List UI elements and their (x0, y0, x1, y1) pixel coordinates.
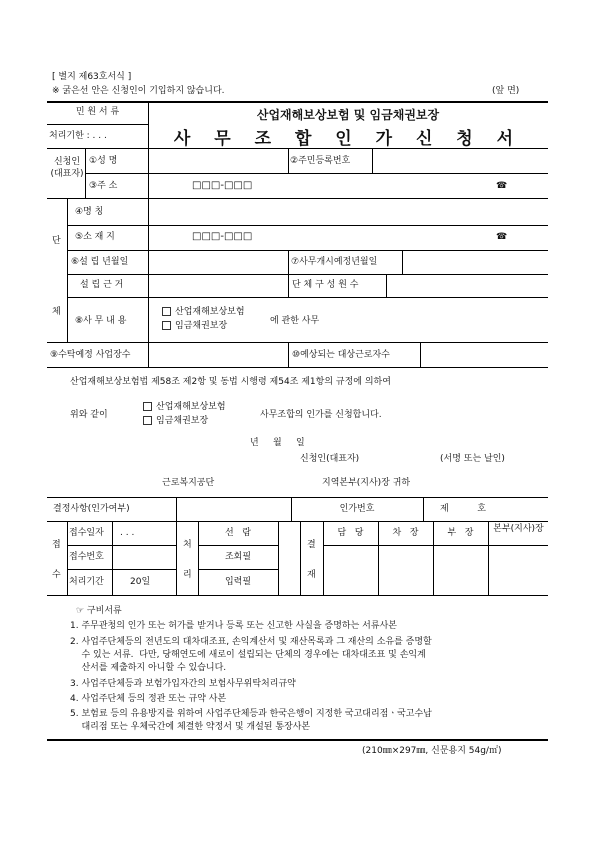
application-date[interactable]: 년 월 일 (250, 438, 305, 448)
workplaces-field[interactable] (150, 344, 286, 365)
est-date-label: ⑥설 립 년월일 (71, 257, 129, 267)
business-option-1[interactable]: 산업재해보상보험 (162, 307, 245, 318)
statement-legal-basis: 산업재해보상보험법 제58조 제2항 및 동법 시행령 제54조 제1항의 규정에 의하여 (70, 377, 391, 387)
est-date-field[interactable] (150, 252, 286, 272)
est-basis-label: 설 립 근 거 (80, 280, 124, 290)
checkbox-icon[interactable] (143, 416, 152, 425)
reception-label-top: 접 (52, 540, 61, 550)
form-note: ※ 굵은선 안은 신청인이 기입하지 않습니다. (52, 86, 225, 96)
statement-option-2[interactable]: 임금채권보장 (143, 416, 208, 427)
attachment-item: 4. 사업주단체 등의 정관 또는 규약 사본 (70, 694, 227, 704)
attachment-item: 2. 사업주단체등의 전년도의 대차대조표, 손익계산서 및 재산목록과 그 재산의 소유를 증명할 (70, 637, 432, 647)
workplaces-label: ⑨수탁예정 사업장수 (50, 350, 131, 360)
reception-date-value[interactable]: . . . (120, 528, 135, 538)
applicant-rrn-field[interactable] (374, 150, 546, 171)
form-subtitle: 산업재해보상보험 및 임금채권보장 (256, 108, 440, 122)
processing-period-label: 처리기간 (69, 577, 104, 587)
business-suffix: 에 관한 사무 (270, 316, 320, 326)
process-label-top: 처 (183, 540, 192, 550)
start-date-label: ⑦사무개시예정년월일 (291, 257, 378, 267)
deadline-label: 처리기한 : . . . (49, 131, 107, 141)
group-name-field[interactable] (150, 200, 546, 223)
signer-label: 신청인(대표자) (300, 454, 360, 464)
approver-staff: 담 당 (337, 528, 364, 538)
applicant-name-label: ①성 명 (89, 156, 118, 166)
step-inquiry: 조회필 (224, 552, 252, 562)
form-title: 사 무 조 합 인 가 신 청 서 (173, 129, 523, 149)
members-label: 단 체 구 성 원 수 (292, 280, 359, 290)
attachment-item: 5. 보험료 등의 유용방지를 위하여 사업주단체등과 한국은행이 지정한 국고대리점ㆍ국고수납 (70, 709, 432, 719)
phone-icon: ☎ (496, 232, 508, 242)
attachments-heading: ☞ 구비서류 (76, 606, 122, 616)
reception-no-label: 접수번호 (69, 552, 104, 562)
approval-label-bottom: 재 (307, 570, 316, 580)
phone-icon: ☎ (496, 181, 508, 191)
applicant-postcode-boxes[interactable]: □□□-□□□ (192, 180, 253, 191)
attachment-item: 1. 주무관청의 인가 또는 허가를 받거나 등록 또는 신고한 사실을 증명하는 서류사본 (70, 621, 397, 631)
attachment-item: 수 있는 서류. 다만, 당해연도에 새로이 설립되는 단체의 경우에는 대차대조표 및 손익계 (70, 650, 426, 660)
applicant-group-label: 신청인 (대표자) (50, 157, 84, 179)
decision-label: 결정사항(인가여부) (53, 504, 130, 514)
group-side-label-top: 단 (52, 236, 61, 246)
reception-label-bottom: 수 (52, 570, 61, 580)
approver-branch-head: 본부(지사)장 (493, 524, 544, 534)
applicant-address-label: ③주 소 (89, 181, 118, 191)
business-label: ⑧사 무 내 용 (75, 316, 127, 326)
approver-deputy: 차 장 (392, 528, 419, 538)
form-number: [ 별지 제63호서식 ] (52, 72, 132, 82)
doc-type-label: 민 원 서 류 (75, 107, 120, 117)
paper-spec: (210㎜×297㎜, 신문용지 54g/㎡) (362, 746, 502, 756)
applicant-rrn-label: ②주민등록번호 (290, 156, 351, 166)
processing-period-value: 20일 (130, 577, 151, 587)
group-postcode-boxes[interactable]: □□□-□□□ (192, 231, 253, 242)
step-input: 입력필 (224, 577, 252, 587)
attachment-item: 산서를 제출하지 아니할 수 있습니다. (70, 663, 227, 673)
est-basis-field[interactable] (150, 276, 286, 295)
workers-label: ⑩예상되는 대상근로자수 (292, 350, 390, 360)
permit-no-value[interactable]: 제 호 (440, 504, 486, 514)
members-field[interactable] (388, 276, 546, 295)
reception-date-label: 접수일자 (69, 528, 104, 538)
statement-prefix: 위와 같이 (70, 410, 108, 420)
group-location-label: ⑤소 재 지 (75, 232, 115, 242)
attachment-item: 대리점 또는 우체국간에 체결한 약정서 및 개설된 통장사본 (70, 722, 311, 732)
approver-head: 부 장 (447, 528, 474, 538)
permit-no-label: 인가번호 (339, 504, 375, 514)
start-date-field[interactable] (404, 252, 546, 272)
applicant-name-field[interactable] (150, 150, 286, 171)
statement-option-1[interactable]: 산업재해보상보험 (143, 402, 226, 413)
business-option-2[interactable]: 임금채권보장 (162, 321, 227, 332)
checkbox-icon[interactable] (162, 307, 171, 316)
statement-suffix: 사무조합의 인가를 신청합니다. (260, 410, 382, 420)
step-review: 선 람 (225, 528, 251, 538)
checkbox-icon[interactable] (143, 402, 152, 411)
recipient-title: 지역본부(지사)장 귀하 (322, 478, 411, 488)
process-label-bottom: 리 (183, 570, 192, 580)
group-name-label: ④명 칭 (75, 207, 104, 217)
group-side-label-bottom: 체 (52, 307, 61, 317)
sign-note: (서명 또는 날인) (440, 454, 505, 464)
attachment-item: 3. 사업주단체등과 보험가입자간의 보험사무위탁처리규약 (70, 679, 296, 689)
recipient-org: 근로복지공단 (162, 478, 215, 488)
page-side: (앞 면) (492, 86, 520, 96)
approval-label-top: 결 (307, 540, 316, 550)
workers-field[interactable] (422, 344, 546, 365)
checkbox-icon[interactable] (162, 321, 171, 330)
